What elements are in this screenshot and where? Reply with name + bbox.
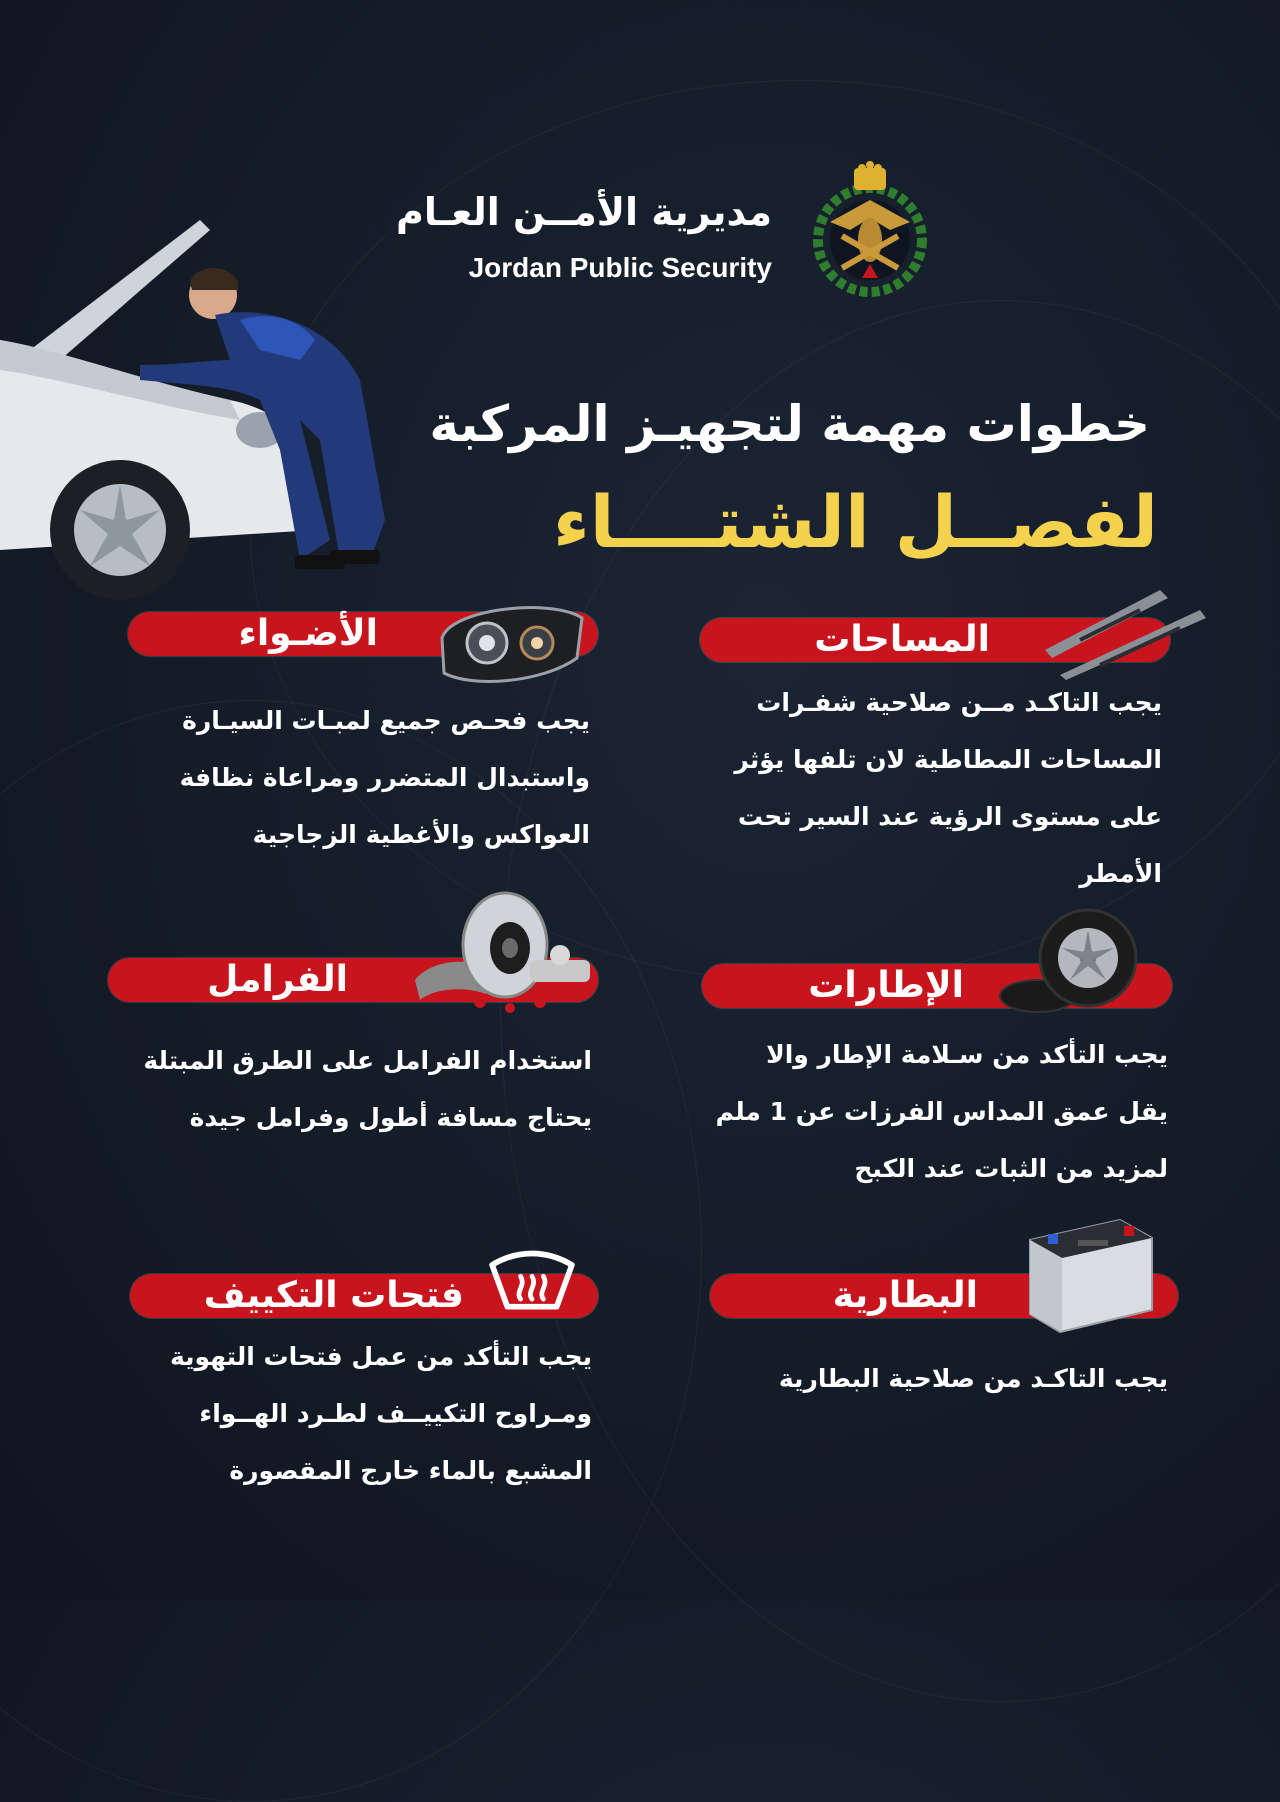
section-ac-vents-text: يجب التأكد من عمل فتحات التهوية ومـراوح التكييــف لطـرد الهــواء المشبع بالماء خارج المقصورة	[169, 1342, 592, 1485]
car-mechanic-illustration	[0, 210, 420, 610]
section-ac-vents-title: فتحات التكييف	[203, 1275, 464, 1316]
header	[395, 160, 940, 310]
section-wipers-title: المساحات	[814, 619, 990, 660]
wiper-blades-icon	[1040, 580, 1210, 680]
headlight-icon	[432, 598, 592, 688]
tire-icon	[998, 908, 1148, 1018]
section-battery-title: البطارية	[832, 1275, 978, 1316]
section-tires-text: يجب التأكد من سـلامة الإطار والا يقل عمق المداس الفرزات عن 1 ملم لمزيد من الثبات عند الكبح	[715, 1040, 1168, 1183]
org-name-english: Jordan Public Security	[468, 252, 772, 283]
section-lights-text: يجب فحـص جميع لمبـات السيـارة واستبدال المتضرر ومراعاة نظافة العواكس والأغطية الزجاجية	[179, 706, 590, 849]
section-brakes-title: الفرامل	[207, 959, 348, 1000]
public-security-emblem-icon	[800, 160, 940, 300]
section-wipers-text: يجب التاكـد مــن صلاحية شفـرات المساحات المطاطية لان تلفها يؤثر على مستوى الرؤية عند السير تحت الأمطر	[734, 688, 1162, 888]
section-brakes-text: استخدام الفرامل على الطرق المبتلة يحتاج مسافة أطول وفرامل جيدة	[143, 1046, 592, 1132]
section-lights-title: الأضـواء	[238, 613, 378, 654]
defrost-icon	[484, 1244, 580, 1320]
section-battery-text: يجب التاكـد من صلاحية البطارية	[778, 1364, 1168, 1393]
org-name-arabic: مديرية الأمــن العـام	[395, 190, 772, 234]
car-battery-icon	[1020, 1210, 1160, 1340]
page-subtitle: لفصــل الشتــــاء	[552, 480, 1158, 564]
brake-disc-icon	[410, 890, 600, 1020]
page-title: خطوات مهمة لتجهيـز المركبة	[429, 395, 1150, 453]
section-tires-title: الإطارات	[808, 965, 964, 1006]
